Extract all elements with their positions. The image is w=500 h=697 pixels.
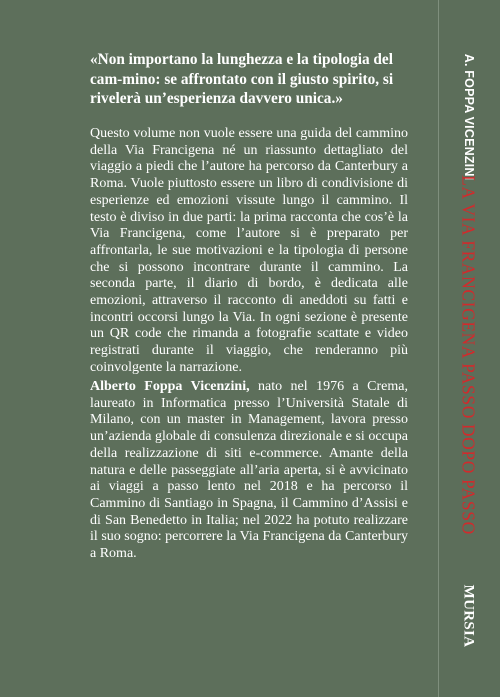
spine-title: LA VIA FRANCIGENA PASSO DOPO PASSO bbox=[458, 175, 479, 535]
spine-author: A. FOPPA VICENZINI bbox=[462, 53, 476, 181]
book-description-text: Questo volume non vuole essere una guida del cammino della Via Francigena né un riassunto dettagliato del viaggio a piedi che l’autore ha percorso da Canterbury a Roma. Vuole piuttosto essere un libro di condivisione di esperienze ed emozioni vissute lungo il cammino. Il testo è diviso in due parti: la prima racconta che cos’è la Via Francigena, come l’autore si è preparato per affrontarla, le sue motivazioni e la tipologia di persone che si possono incontrare durante il cammino. La seconda parte, il diario di bordo, è dedicata alle emozioni, attraverso il racconto di aneddoti su fatti e incontri occorsi lungo la Via. In ogni sezione è presente un QR code che rimanda a fotografie scattate e video registrati durante il viaggio, che renderanno più coinvolgente la narrazione. bbox=[90, 126, 408, 375]
author-bio-name: Alberto Foppa Vicenzini, bbox=[90, 379, 250, 394]
book-description bbox=[90, 126, 408, 377]
spine-publisher: MURSIA bbox=[460, 584, 477, 648]
author-bio bbox=[90, 379, 408, 563]
back-cover-quote: «Non importano la lunghezza e la tipologia del cam-mino: se affrontato con il giusto spirito, si rivelerà un’esperienza davvero unica.» bbox=[90, 51, 394, 107]
author-bio-text: nato nel 1976 a Crema, laureato in Informatica presso l’Università Statale di Milano, con un master in Management, lavora presso un’azienda globale di consulenza direzionale e si occupa della realizzazione di siti e-commerce. Amante della natura e delle passeggiate all’aria aperta, si è avvicinato ai viaggi a passo lento nel 2018 e ha percorso il Cammino di Santiago in Spagna, il Cammino d’Assisi e di San Benedetto in Italia; nel 2022 ha potuto realizzare il suo sogno: percorrere la Via Francigena da Canterbury a Roma. bbox=[90, 379, 408, 562]
